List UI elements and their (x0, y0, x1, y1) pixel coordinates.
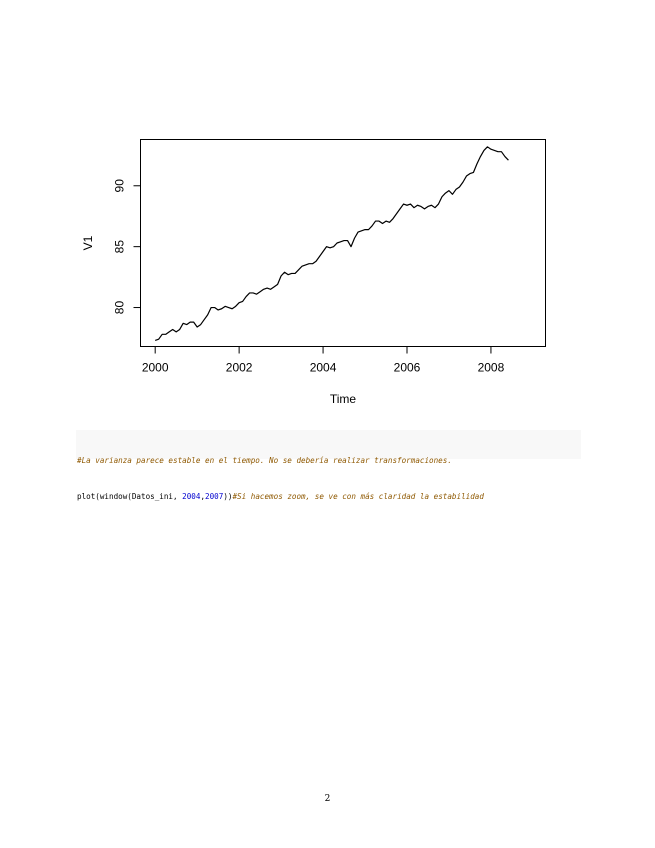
x-axis (142, 347, 505, 375)
code-call: plot(window(Datos_ini, (77, 492, 183, 501)
code-line-2 (77, 491, 581, 503)
y-axis-label: V1 (81, 235, 95, 251)
x-axis-label: Time (329, 392, 357, 406)
y-tick-label: 90 (112, 179, 127, 193)
x-tick-label: 2006 (393, 360, 421, 375)
x-tick-label: 2000 (141, 360, 169, 375)
plot-frame (141, 140, 546, 347)
code-block (76, 430, 581, 501)
x-tick-label: 2004 (309, 360, 337, 375)
y-axis (113, 179, 141, 314)
page-number: 2 (324, 794, 331, 804)
y-tick-label: 80 (112, 300, 127, 315)
code-number: 2004 (182, 492, 201, 501)
code-comma: , (200, 492, 206, 501)
code-comment: #La varianza parece estable en el tiempo. No se debería realizar transformaciones. (77, 456, 452, 465)
code-number: 2007 (205, 492, 224, 501)
x-tick-label: 2008 (477, 360, 505, 375)
time-series-chart (0, 0, 655, 420)
code-line-1 (77, 455, 581, 467)
y-tick-label: 85 (112, 239, 127, 254)
series-line (155, 147, 508, 341)
code-paren: )) (223, 492, 233, 501)
code-comment: #Si hacemos zoom, se ve con más claridad la estabilidad (232, 492, 484, 501)
x-tick-label: 2002 (225, 360, 253, 375)
